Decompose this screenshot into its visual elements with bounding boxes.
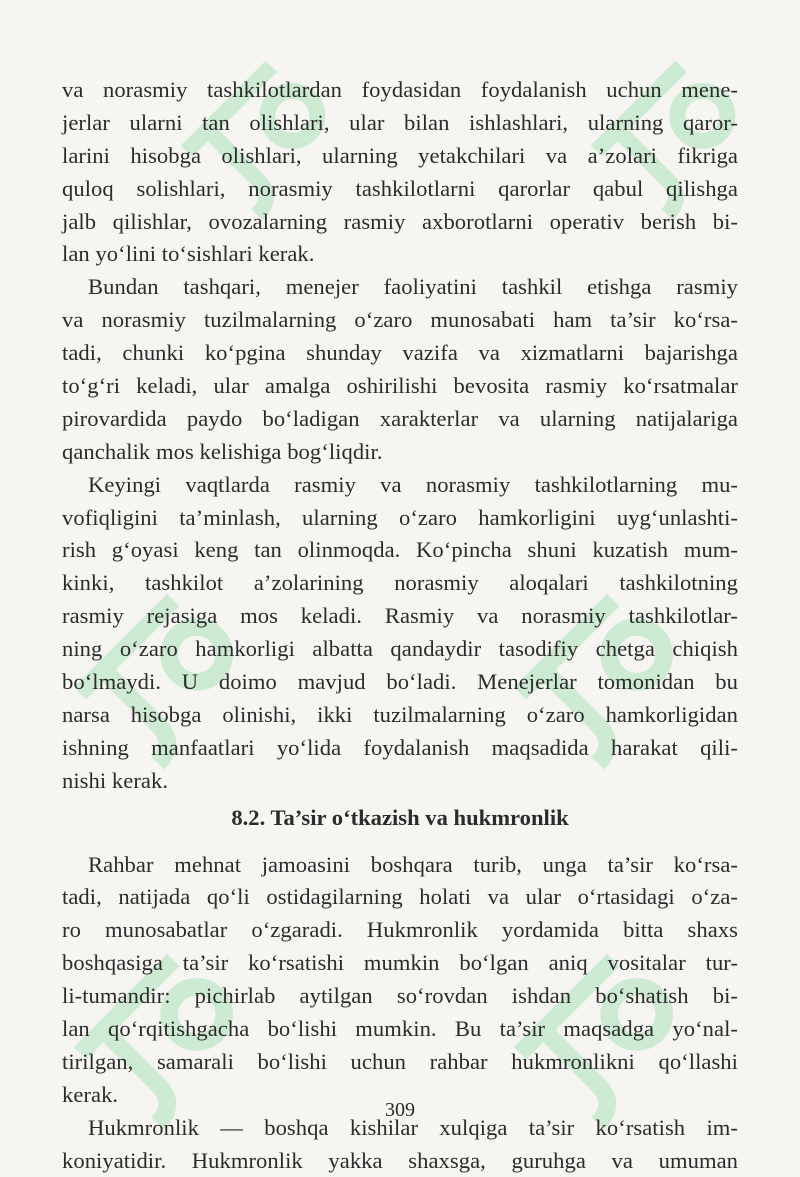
text-line: jerlar ularni tan olishlari, ular bilan ishlashlari, ularning qaror- bbox=[62, 109, 738, 135]
text-line: qanchalik mos kelishiga bog‘liqdir. bbox=[62, 438, 383, 464]
text-line: kinki, tashkilot a’zolarining norasmiy aloqalari tashkilotning bbox=[62, 570, 738, 596]
text-line: va norasmiy tuzilmalarning o‘zaro munosabati ham ta’sir ko‘rsa- bbox=[62, 307, 738, 333]
text-line: narsa hisobga olinishi, ikki tuzilmalarning o‘zaro hamkorligidan bbox=[62, 701, 738, 727]
text-line: quloq solishlari, norasmiy tashkilotlarni qarorlar qabul qilishga bbox=[62, 175, 738, 201]
text-line: rish g‘oyasi keng tan olinmoqda. Ko‘pincha shuni kuzatish mum- bbox=[62, 537, 738, 563]
text-line: larini hisobga olishlari, ularning yetakchilari va a’zolari fikriga bbox=[62, 142, 738, 168]
text-line: ishning manfaatlari yo‘lida foydalanish maqsadida harakat qili- bbox=[62, 734, 738, 760]
text-line: pirovardida paydo bo‘ladigan xarakterlar va ularning natijalariga bbox=[62, 405, 738, 431]
text-line: kerak. bbox=[62, 1081, 119, 1107]
text-line: Hukmronlik — boshqa kishilar xulqiga ta’sir ko‘rsatish im- bbox=[88, 1114, 738, 1140]
section-heading: 8.2. Ta’sir o‘tkazish va hukmronlik bbox=[231, 804, 569, 830]
text-line: to‘g‘ri keladi, ular amalga oshirilishi bevosita rasmiy ko‘rsatmalar bbox=[62, 373, 738, 399]
text-line: boshqasiga ta’sir ko‘rsatishi mumkin bo‘lgan aniq vositalar tur- bbox=[62, 950, 738, 976]
text-line: rasmiy rejasiga mos keladi. Rasmiy va norasmiy tashkilotlar- bbox=[62, 603, 738, 629]
text-line: lan qo‘rqitishgacha bo‘lishi mumkin. Bu ta’sir maqsadga yo‘nal- bbox=[62, 1015, 738, 1041]
text-line: ro munosabatlar o‘zgaradi. Hukmronlik yordamida bitta shaxs bbox=[62, 917, 738, 943]
paragraph bbox=[62, 849, 738, 1112]
text-line: Rahbar mehnat jamoasini boshqara turib, unga ta’sir ko‘rsa- bbox=[88, 851, 738, 877]
text-line: lan yo‘lini to‘sishlari kerak. bbox=[62, 241, 315, 267]
text-line: tadi, natijada qo‘li ostidagilarning holati va ular o‘rtasidagi o‘za- bbox=[62, 884, 738, 910]
page-body bbox=[62, 74, 738, 1177]
page-number: 309 bbox=[385, 1099, 415, 1121]
text-line: jalb qilishlar, ovozalarning rasmiy axborotlarni operativ berish bi- bbox=[62, 208, 738, 234]
text-line: bo‘lmaydi. U doimo mavjud bo‘ladi. Menejerlar tomonidan bu bbox=[62, 669, 738, 695]
text-line: tirilgan, samarali bo‘lishi uchun rahbar hukmronlikni qo‘llashi bbox=[62, 1048, 738, 1074]
text-line: nishi kerak. bbox=[62, 767, 169, 793]
text-line: ning o‘zaro hamkorligi albatta qandaydir tasodifiy chetga chiqish bbox=[62, 636, 738, 662]
paragraph bbox=[62, 469, 738, 798]
text-line: vofiqligini ta’minlash, ularning o‘zaro hamkorligini uyg‘unlashti- bbox=[62, 504, 738, 530]
paragraph bbox=[62, 271, 738, 468]
text-line: Keyingi vaqtlarda rasmiy va norasmiy tashkilotlarning mu- bbox=[88, 471, 738, 497]
text-line: va norasmiy tashkilotlardan foydasidan foydalanish uchun mene- bbox=[62, 77, 738, 102]
text-line: tadi, chunki ko‘pgina shunday vazifa va xizmatlarni bajarishga bbox=[62, 340, 738, 366]
paragraph bbox=[62, 74, 738, 271]
text-line: koniyatidir. Hukmronlik yakka shaxsga, guruhga va umuman bbox=[62, 1147, 738, 1173]
text-line: Bundan tashqari, menejer faoliyatini tashkil etishga rasmiy bbox=[88, 274, 738, 300]
text-line: li-tumandir: pichirlab aytilgan so‘rovdan ishdan bo‘shatish bi- bbox=[62, 983, 738, 1009]
